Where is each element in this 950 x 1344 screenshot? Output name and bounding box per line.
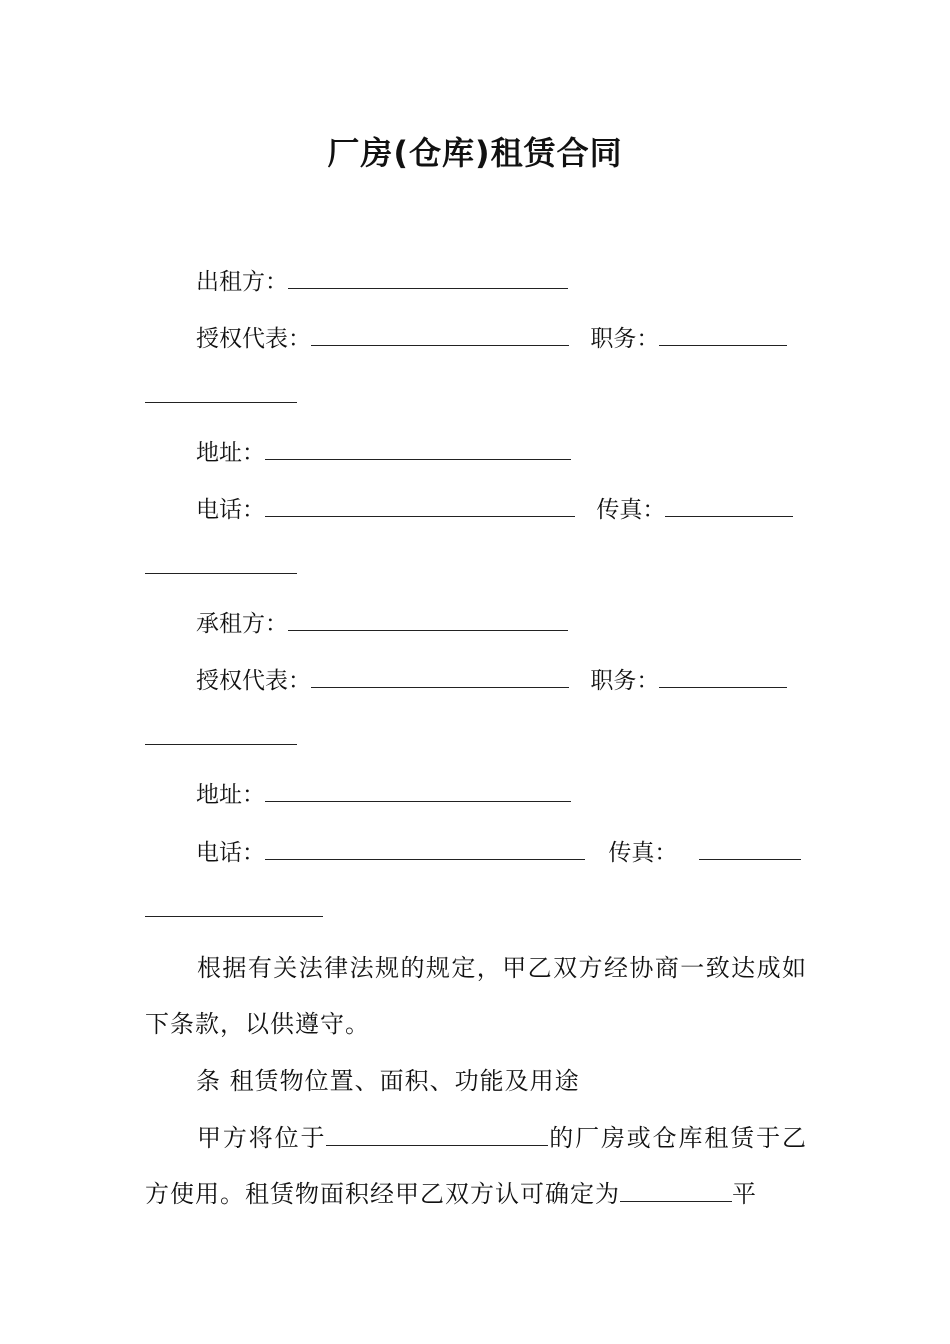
document-title: 厂房(仓库)租赁合同	[327, 134, 623, 172]
lessor-rep-label: 授权代表：	[196, 326, 311, 352]
clause-paragraph	[145, 1110, 807, 1222]
article-heading: 条 租赁物位置、面积、功能及用途	[196, 1067, 580, 1095]
lessor-label: 出租方：	[196, 269, 288, 295]
lessee-fax-blank-cont	[145, 894, 323, 917]
lessee-rep-blank	[311, 665, 569, 688]
lessee-rep-label: 授权代表：	[196, 668, 311, 694]
lessee-phone-line	[196, 837, 801, 868]
lessor-rep-line	[196, 323, 787, 354]
lessee-position-label: 职务：	[590, 668, 660, 694]
lessee-blank	[288, 608, 568, 631]
intro-paragraph: 根据有关法律法规的规定，甲乙双方经协商一致达成如下条款，以供遵守。	[145, 954, 807, 1038]
lessor-position-blank	[659, 323, 787, 346]
lessee-address-label: 地址：	[196, 782, 265, 808]
clause-part-2: 的厂房或仓库租赁于乙方使用。租赁物面积经甲乙双方认可确定为	[145, 1124, 808, 1208]
lessor-fax-blank	[665, 494, 793, 517]
lessor-line	[196, 266, 568, 297]
lessor-fax-label: 传真：	[596, 497, 666, 523]
lessor-phone-label: 电话：	[196, 497, 265, 523]
lessee-phone-label: 电话：	[196, 840, 265, 866]
lessee-phone-blank	[265, 837, 585, 860]
clause-part-1: 甲方将位于	[197, 1124, 327, 1152]
lessee-fax-label: 传真：	[608, 840, 678, 866]
lessor-position-label: 职务：	[590, 326, 660, 352]
lessee-line	[196, 608, 568, 639]
lessee-position-blank-cont	[145, 722, 297, 745]
lessor-phone-blank	[265, 494, 575, 517]
lessee-fax-continuation	[145, 894, 323, 925]
lessor-rep-blank	[311, 323, 569, 346]
lessee-label: 承租方：	[196, 611, 288, 637]
lessor-fax-blank-cont	[145, 551, 297, 574]
lessor-fax-continuation	[145, 551, 297, 582]
lessor-position-continuation	[145, 380, 297, 411]
location-blank	[326, 1123, 548, 1146]
lessee-rep-line	[196, 665, 787, 696]
area-blank	[620, 1179, 732, 1202]
lessee-position-continuation	[145, 722, 297, 753]
lessor-address-label: 地址：	[196, 440, 265, 466]
lessor-phone-line	[196, 494, 793, 525]
lessor-blank	[288, 266, 568, 289]
clause-part-3: 平	[732, 1180, 757, 1208]
lessor-address-line	[196, 437, 571, 468]
lessee-address-line	[196, 779, 571, 810]
lessee-fax-blank	[699, 837, 801, 860]
lessor-position-blank-cont	[145, 380, 297, 403]
lessor-address-blank	[265, 437, 571, 460]
lessee-position-blank	[659, 665, 787, 688]
lessee-address-blank	[265, 779, 571, 802]
